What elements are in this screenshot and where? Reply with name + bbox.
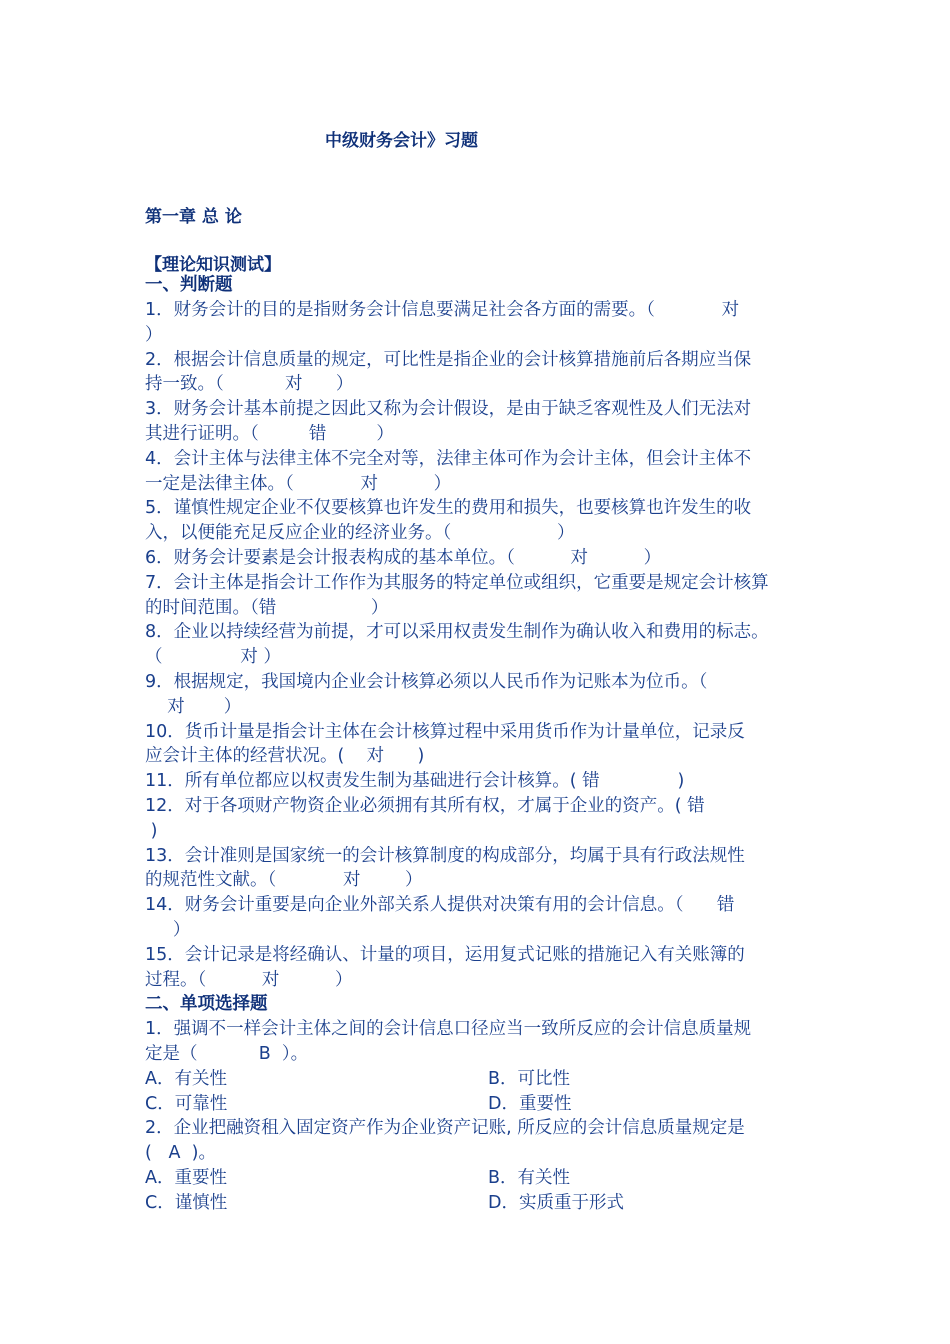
text-line: 过程。（ 对 ）: [145, 969, 353, 990]
text-line: ）: [145, 919, 191, 940]
text-line: 12．对于各项财产物资企业必须拥有其所有权，才属于企业的资产。( 错: [145, 795, 705, 816]
option-row: [145, 1067, 825, 1092]
text-line: 14．财务会计重要是向企业外部关系人提供对决策有用的会计信息。（ 错: [145, 895, 735, 916]
part1-heading: 一、判断题: [145, 275, 233, 296]
text-line: 的规范性文献。（ 对 ）: [145, 870, 423, 891]
text-line: 1．财务会计的目的是指财务会计信息要满足社会各方面的需要。（ 对: [145, 300, 740, 320]
option-b: B．有关性: [488, 1167, 571, 1188]
document-title: 中级财务会计》习题: [325, 131, 478, 151]
text-line: 9．根据规定，我国境内企业会计核算必须以人民币作为记账本为位币。（: [145, 671, 708, 692]
text-line: 入，以便能充足反应企业的经济业务。（ ）: [145, 523, 575, 544]
text-line: 一定是法律主体。（ 对 ）: [145, 473, 452, 494]
option-c: C．可靠性: [145, 1093, 228, 1114]
document-body: [145, 275, 825, 1215]
text-line: 其进行证明。（ 错 ）: [145, 423, 394, 444]
option-row: [145, 1166, 825, 1191]
section-heading: 【理论知识测试】: [145, 255, 281, 275]
option-d: D．实质重于形式: [488, 1192, 624, 1213]
option-b: B．可比性: [488, 1068, 571, 1089]
option-c: C．谨慎性: [145, 1192, 228, 1213]
text-line: 5．谨慎性规定企业不仅要核算也许发生的费用和损失，也要核算也许发生的收: [145, 498, 752, 519]
option-row: [145, 1092, 825, 1117]
chapter-heading: 第一章 总 论: [145, 207, 242, 227]
text-line: 15．会计记录是将经确认、计量的项目，运用复式记账的措施记入有关账簿的: [145, 944, 745, 965]
part2-heading: 二、单项选择题: [145, 994, 268, 1015]
text-line: 对 ）: [145, 696, 242, 717]
text-line: 8．企业以持续经营为前提，才可以采用权责发生制作为确认收入和费用的标志。: [145, 622, 769, 643]
text-line: 的时间范围。（错 ）: [145, 597, 389, 618]
text-line: 4．会计主体与法律主体不完全对等，法律主体可作为会计主体，但会计主体不: [145, 448, 752, 469]
text-line: 2．根据会计信息质量的规定，可比性是指企业的会计核算措施前后各期应当保: [145, 349, 752, 370]
text-line: ): [145, 820, 158, 841]
text-line: 11．所有单位都应以权责发生制为基础进行会计核算。( 错 ): [145, 771, 685, 792]
option-a: A．重要性: [145, 1167, 227, 1188]
text-line: 13．会计准则是国家统一的会计核算制度的构成部分，均属于具有行政法规性: [145, 845, 745, 866]
option-row: [145, 1191, 825, 1216]
question-line: 定是（ B ）。: [145, 1043, 309, 1064]
text-line: （ 对 ）: [145, 647, 281, 668]
text-line: ）: [145, 324, 163, 345]
option-d: D．重要性: [488, 1093, 572, 1114]
text-line: 6．财务会计要素是会计报表构成的基本单位。（ 对 ）: [145, 547, 662, 568]
text-line: 10．货币计量是指会计主体在会计核算过程中采用货币作为计量单位，记录反: [145, 721, 745, 742]
question-line: 2．企业把融资租入固定资产作为企业资产记账, 所反应的会计信息质量规定是: [145, 1118, 745, 1139]
text-line: 持一致。（ 对 ）: [145, 374, 354, 395]
question-line: ( A )。: [145, 1143, 216, 1164]
text-line: 7．会计主体是指会计工作作为其服务的特定单位或组织，它重要是规定会计核算: [145, 572, 769, 593]
option-a: A．有关性: [145, 1068, 227, 1089]
question-line: 1．强调不一样会计主体之间的会计信息口径应当一致所反应的会计信息质量规: [145, 1019, 752, 1040]
text-line: 3．财务会计基本前提之因此又称为会计假设，是由于缺乏客观性及人们无法对: [145, 399, 752, 420]
text-line: 应会计主体的经营状况。( 对 ): [145, 746, 425, 767]
